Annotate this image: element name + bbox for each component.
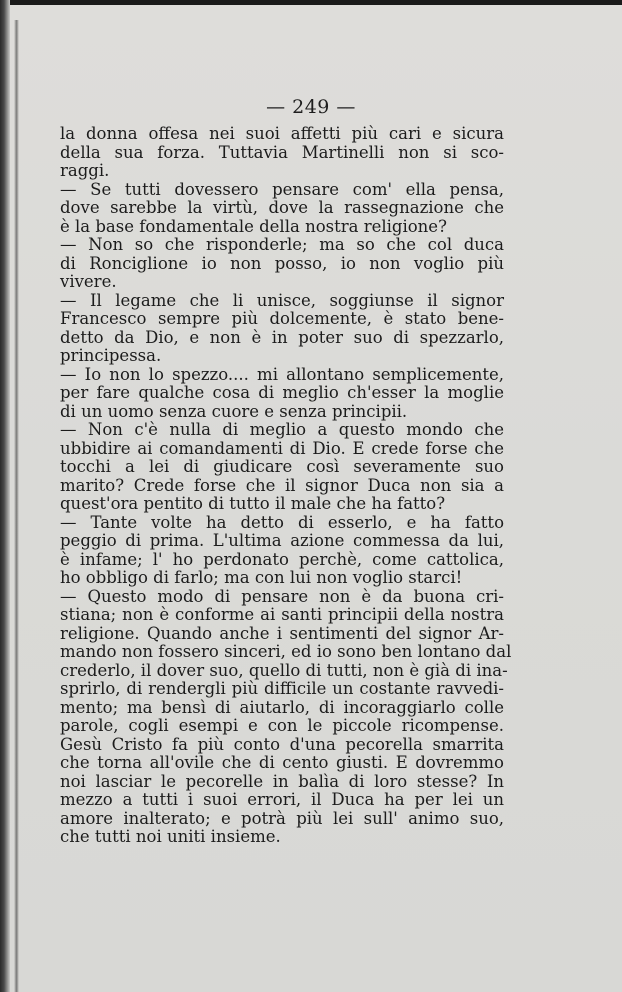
text-line: di un uomo senza cuore e senza principii. — [60, 401, 408, 421]
text-line: è infame; l' ho perdonato perchè, come cattolica, — [60, 549, 504, 569]
page-gutter-shadow — [14, 20, 19, 992]
text-line: mando non fossero sinceri, ed io sono ben lontano dal — [60, 642, 512, 661]
text-line: raggi. — [60, 161, 110, 180]
text-line: parole, cogli esempi e con le piccole ricompense. — [60, 716, 504, 735]
text-line: marito? Crede forse che il signor Duca non sia a — [60, 475, 504, 495]
text-line: peggio di prima. L'ultima azione commessa da lui, — [60, 531, 504, 550]
text-line: amore inalterato; e potrà più lei sull' animo suo, — [60, 808, 504, 828]
text-line: crederlo, il dover suo, quello di tutti, non è già di ina- — [60, 660, 508, 680]
text-line: della sua forza. Tuttavia Martinelli non si sco- — [60, 142, 504, 162]
text-line: mezzo a tutti i suoi errori, il Duca ha per lei un — [60, 790, 504, 809]
text-line: religione. Quando anche i sentimenti del signor Ar- — [60, 623, 504, 643]
text-line: di Ronciglione io non posso, io non voglio più — [60, 253, 504, 273]
page-binding-edge — [0, 0, 10, 992]
text-line: Francesco sempre più dolcemente, è stato bene- — [60, 309, 504, 328]
page-number: — 249 — — [266, 96, 356, 118]
text-line: la donna offesa nei suoi affetti più cari e sicura — [60, 124, 504, 143]
text-line: che tutti noi uniti insieme. — [60, 827, 281, 846]
text-line: — Questo modo di pensare non è da buona cri- — [60, 586, 504, 606]
text-line: — Non c'è nulla di meglio a questo mondo che — [60, 420, 504, 439]
text-line: stiana; non è conforme ai santi principii della nostra — [60, 605, 504, 624]
page-top-edge — [0, 0, 622, 5]
text-line: per fare qualche cosa di meglio ch'esser la moglie — [60, 383, 504, 402]
text-line: ubbidire ai comandamenti di Dio. E crede forse che — [60, 438, 504, 458]
text-line: — Tante volte ha detto di esserlo, e ha fatto — [60, 512, 504, 532]
text-line: dove sarebbe la virtù, dove la rassegnazione che — [60, 198, 504, 217]
text-line: detto da Dio, e non è in poter suo di spezzarlo, — [60, 327, 504, 347]
text-line: ho obbligo di farlo; ma con lui non voglio starci! — [60, 568, 463, 587]
text-line: è la base fondamentale della nostra religione? — [60, 216, 447, 236]
text-line: sprirlo, di rendergli più difficile un costante ravvedi- — [60, 679, 504, 698]
text-line: — Non so che risponderle; ma so che col duca — [60, 235, 504, 254]
text-line: noi lasciar le pecorelle in balìa di loro stesse? In — [60, 771, 504, 791]
text-line: quest'ora pentito di tutto il male che ha fatto? — [60, 494, 446, 513]
text-line: mento; ma bensì di aiutarlo, di incoraggiarlo colle — [60, 697, 504, 717]
body-text — [60, 124, 512, 847]
text-line: — Il legame che li unisce, soggiunse il signor — [60, 290, 504, 310]
text-line: — Se tutti dovessero pensare com' ella pensa, — [60, 179, 504, 199]
text-line: tocchi a lei di giudicare così severamente suo — [60, 457, 504, 476]
text-line: vivere. — [60, 272, 117, 291]
text-line: Gesù Cristo fa più conto d'una pecorella smarrita — [60, 734, 504, 754]
text-line: principessa. — [60, 346, 162, 365]
text-line: che torna all'ovile che di cento giusti. E dovremmo — [60, 753, 504, 772]
text-line: — Io non lo spezzo.... mi allontano semplicemente, — [60, 364, 504, 384]
